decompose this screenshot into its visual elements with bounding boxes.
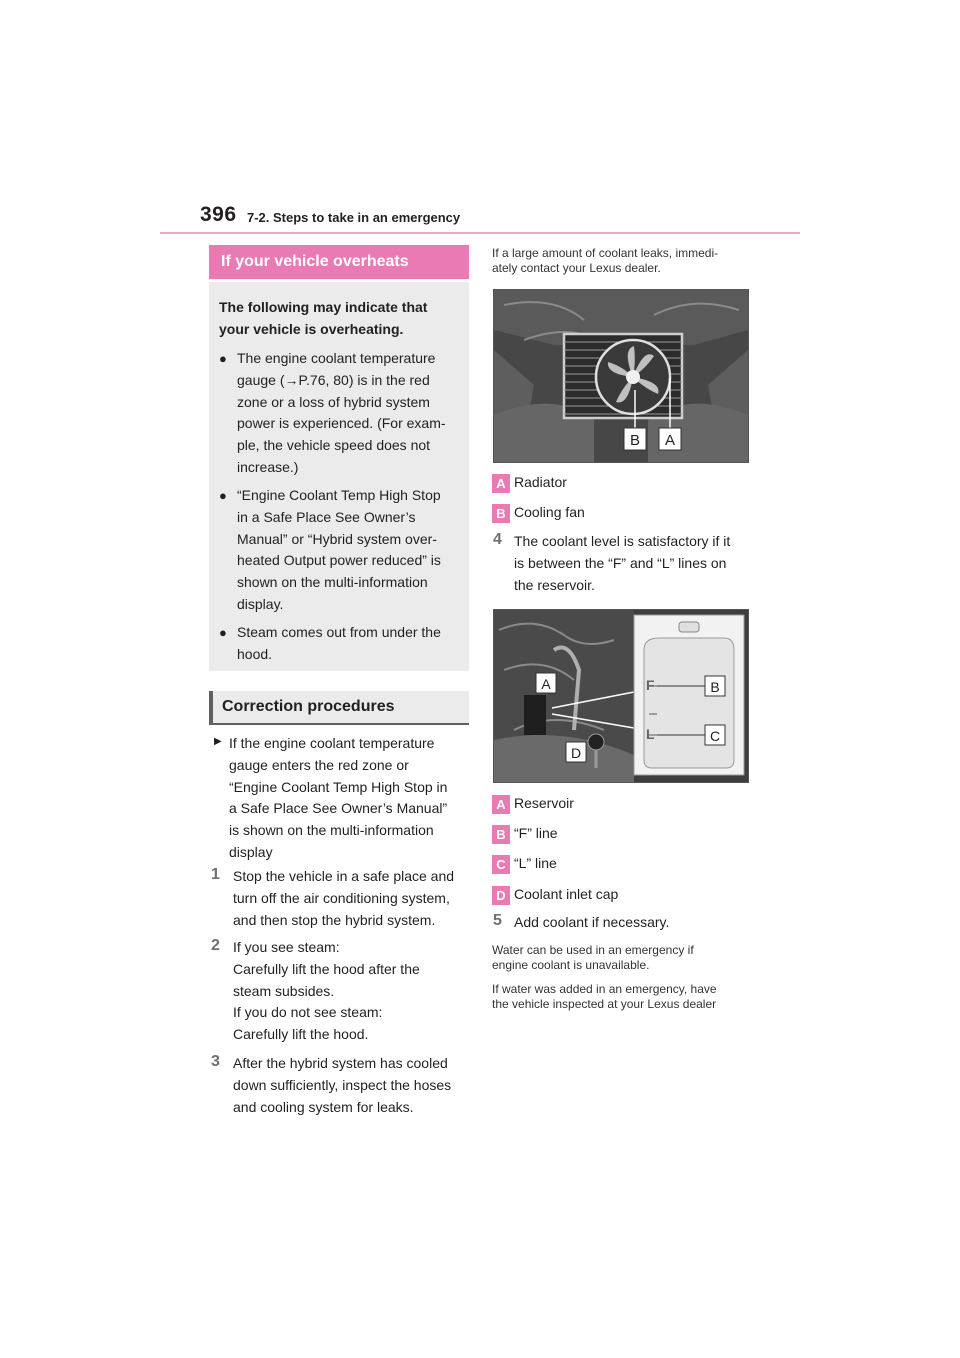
f-mark: F xyxy=(646,677,655,693)
correction-subhead: Correction procedures xyxy=(209,691,469,725)
callout-a: A xyxy=(541,676,551,692)
step-line: is between the “F” and “L” lines on xyxy=(514,554,727,571)
callout-d: D xyxy=(570,745,582,761)
bullet-line: increase.) xyxy=(237,458,299,475)
step-line: down sufficiently, inspect the hoses xyxy=(233,1076,452,1093)
condition-line: gauge enters the red zone or xyxy=(229,756,409,773)
section-title: 7-2. Steps to take in an emergency xyxy=(247,210,461,225)
callout-b: B xyxy=(629,432,641,449)
bullet-icon: ● xyxy=(219,351,227,366)
bullet-line: ple, the vehicle speed does not xyxy=(237,437,431,454)
legend-text: “L” line xyxy=(514,855,557,871)
bullet-line: Steam comes out from under the xyxy=(237,624,441,640)
bullet-line: in a Safe Place See Owner’s xyxy=(237,508,416,525)
note-line: ately contact your Lexus dealer. xyxy=(492,261,661,275)
step-line: Stop the vehicle in a safe place and xyxy=(233,868,455,884)
leak-note xyxy=(492,246,752,276)
bullet-line: display. xyxy=(237,595,284,612)
legend-letter: A xyxy=(492,795,510,814)
note-line: the vehicle inspected at your Lexus dealer xyxy=(492,997,717,1011)
step-line: and then stop the hybrid system. xyxy=(233,911,436,928)
bullet-line: shown on the multi-information xyxy=(237,574,428,591)
condition-line: is shown on the multi-information xyxy=(229,822,434,839)
page-number: 396 xyxy=(200,203,237,226)
note-line: Water can be used in an emergency if xyxy=(492,943,694,957)
step-number: 4 xyxy=(493,531,502,548)
reservoir-illustration xyxy=(494,610,748,782)
step-number: 2 xyxy=(211,937,220,954)
note-line: If a large amount of coolant leaks, immedi- xyxy=(492,246,719,260)
water-note xyxy=(492,943,752,973)
bullet-line: “Engine Coolant Temp High Stop xyxy=(237,487,441,503)
legend-letter: B xyxy=(492,504,510,523)
step-line: steam subsides. xyxy=(233,982,335,999)
condition-line: “Engine Coolant Temp High Stop in xyxy=(229,778,448,795)
callout-a: A xyxy=(664,432,676,449)
bullet-line: gauge (→P.76, 80) is in the red xyxy=(237,371,430,388)
legend-text: “F” line xyxy=(514,825,558,841)
bullet-line: The engine coolant temperature xyxy=(237,350,436,366)
legend-text: Coolant inlet cap xyxy=(514,886,619,902)
legend-text: Cooling fan xyxy=(514,504,585,520)
legend-letter: D xyxy=(492,886,510,905)
bullet-line: hood. xyxy=(237,645,273,662)
step-line: After the hybrid system has cooled xyxy=(233,1055,448,1071)
legend-letter: C xyxy=(492,855,510,874)
step-line: turn off the air conditioning system, xyxy=(233,889,450,906)
step-line: If you do not see steam: xyxy=(233,1004,383,1021)
step-number: 1 xyxy=(211,866,220,883)
condition-text xyxy=(229,733,469,864)
condition-line: If the engine coolant temperature xyxy=(229,735,435,751)
step-text xyxy=(233,1053,473,1118)
step-line: If you see steam: xyxy=(233,939,340,955)
step-line: Carefully lift the hood. xyxy=(233,1026,369,1043)
inspection-note xyxy=(492,982,752,1012)
l-mark: L xyxy=(646,726,655,742)
step-text xyxy=(514,531,754,596)
step-number: 3 xyxy=(211,1053,220,1070)
radiator-figure xyxy=(493,289,749,463)
condition-line: display xyxy=(229,843,273,860)
callout-c: C xyxy=(709,728,721,744)
reservoir-figure xyxy=(493,609,749,783)
legend-text: Radiator xyxy=(514,474,567,490)
step-text: Add coolant if necessary. xyxy=(514,914,670,930)
condition-line: a Safe Place See Owner’s Manual” xyxy=(229,800,448,817)
step-line: The coolant level is satisfactory if it xyxy=(514,533,731,549)
step-text xyxy=(233,866,473,931)
note-line: engine coolant is unavailable. xyxy=(492,958,650,972)
bullet-line: zone or a loss of hybrid system xyxy=(237,393,430,410)
bullet-line: Manual” or “Hybrid system over- xyxy=(237,530,437,547)
step-line: the reservoir. xyxy=(514,576,595,593)
step-number: 5 xyxy=(493,912,502,929)
legend-text: Reservoir xyxy=(514,795,574,811)
bullet-line: heated Output power reduced” is xyxy=(237,552,441,569)
bullet-line: power is experienced. (For exam- xyxy=(237,415,446,432)
bullet-icon: ● xyxy=(219,625,227,640)
note-line: If water was added in an emergency, have xyxy=(492,982,717,996)
triangle-arrow-icon: ▶ xyxy=(214,736,222,747)
legend-letter: A xyxy=(492,474,510,493)
radiator-illustration xyxy=(494,290,748,462)
step-line: and cooling system for leaks. xyxy=(233,1098,414,1115)
bullet-icon: ● xyxy=(219,488,227,503)
info-intro: The following may indicate that your vehicle is overheating. xyxy=(219,299,428,337)
legend-letter: B xyxy=(492,825,510,844)
overheat-banner: If your vehicle overheats xyxy=(209,245,469,279)
header-divider xyxy=(160,232,800,234)
step-line: Carefully lift the hood after the xyxy=(233,960,420,977)
callout-b: B xyxy=(710,679,720,695)
step-text xyxy=(233,937,473,1046)
